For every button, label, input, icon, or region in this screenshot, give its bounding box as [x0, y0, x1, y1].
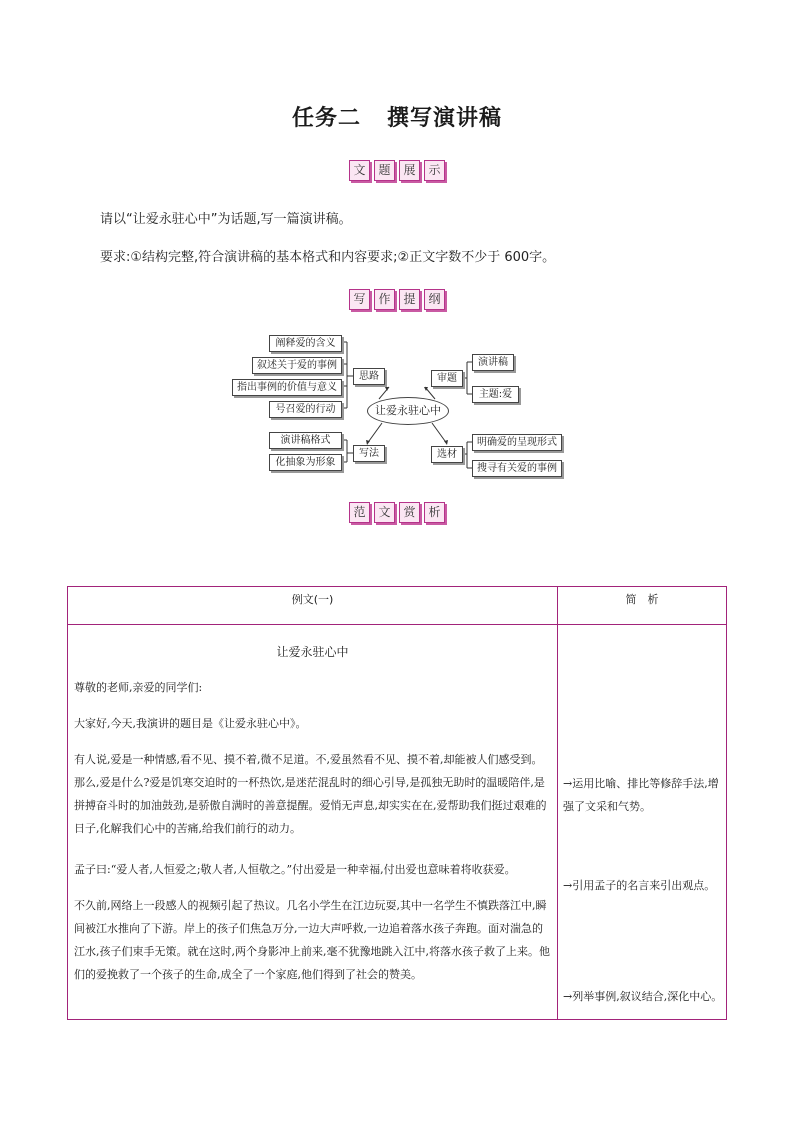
mindmap-hub-writing: 写法	[353, 445, 385, 462]
analysis-note: →引用孟子的名言来引出观点。	[563, 879, 716, 892]
analysis-note: →列举事例,叙议结合,深化中心。	[563, 990, 723, 1003]
essay-paragraph: 孟子曰:“爱人者,人恒爱之;敬人者,人恒敬之。”付出爱是一种幸福,付出爱也意味着将收获爱。	[74, 863, 516, 876]
mindmap-hub-review: 审题	[431, 370, 463, 387]
section-char: 范	[349, 502, 370, 523]
column-divider	[557, 587, 558, 1019]
header-example: 例文(一)	[291, 593, 334, 606]
page-title	[0, 101, 794, 132]
section-heading-outline	[0, 289, 794, 310]
mindmap-node: 号召爱的行动	[269, 401, 342, 418]
section-char: 文	[374, 502, 395, 523]
mindmap-center: 让爱永驻心中	[367, 397, 449, 425]
section-char: 写	[349, 289, 370, 310]
prompt-topic: 请以“让爱永驻心中”为话题,写一篇演讲稿。	[100, 212, 352, 227]
essay-paragraph: 有人说,爱是一种情感,看不见、摸不着,微不足道。不,爱虽然看不见、摸不着,却能被人们感受到。那么,爱是什么?爱是饥寒交迫时的一杯热饮,是迷茫混乱时的细心引导,是孤独无助时的温暖陪伴,是拼搏奋斗时的加油鼓劲,是骄傲自满时的善意提醒。爱悄无声息,却实实在在,爱帮助我们挺过艰难的日子,化解我们心中的苦痛,给我们前行的动力。	[74, 753, 547, 835]
section-char: 析	[424, 502, 445, 523]
section-char: 赏	[399, 502, 420, 523]
section-char: 示	[424, 160, 445, 181]
section-heading-appreciation	[0, 502, 794, 523]
essay-paragraph: 不久前,网络上一段感人的视频引起了热议。几名小学生在江边玩耍,其中一名学生不慎跌落江中,瞬间被江水推向了下游。岸上的孩子们焦急万分,一边大声呼救,一边追着落水孩子奔跑。面对湍急的江水,孩子们束手无策。就在这时,两个身影冲上前来,毫不犹豫地跳入江中,将落水孩子救了上来。他们的爱挽救了一个孩子的生命,成全了一个家庭,他们得到了社会的赞美。	[74, 899, 550, 981]
section-char: 展	[399, 160, 420, 181]
mindmap-node: 阐释爱的含义	[269, 335, 342, 352]
essay-paragraph: 大家好,今天,我演讲的题目是《让爱永驻心中》。	[74, 717, 307, 730]
analysis-note-text: →运用比喻、排比等修辞手法,增强了文采和气势。	[563, 777, 719, 813]
mindmap-node: 叙述关于爱的事例	[252, 357, 342, 374]
mindmap-hub-thinking: 思路	[353, 368, 385, 385]
mindmap-node: 化抽象为形象	[269, 454, 342, 471]
header-divider	[68, 624, 726, 625]
section-char: 纲	[424, 289, 445, 310]
mindmap-hub-material: 选材	[431, 446, 463, 463]
mindmap-node: 指出事例的价值与意义	[232, 379, 342, 396]
task-name: 撰写演讲稿	[387, 106, 503, 131]
mindmap-node: 主题:爱	[472, 386, 519, 403]
prompt-requirement: 要求:①结构完整,符合演讲稿的基本格式和内容要求;②正文字数不少于 600字。	[100, 250, 556, 265]
outline-mindmap	[227, 333, 567, 483]
analysis-note	[563, 772, 728, 818]
mindmap-node: 演讲稿格式	[269, 432, 342, 449]
section-char: 提	[399, 289, 420, 310]
mindmap-node: 搜寻有关爱的事例	[472, 460, 562, 477]
section-char: 题	[374, 160, 395, 181]
header-analysis: 简 析	[625, 593, 659, 606]
task-number: 任务二	[291, 106, 361, 131]
essay-title: 让爱永驻心中	[276, 645, 349, 659]
section-heading-display	[0, 160, 794, 181]
mindmap-node: 演讲稿	[472, 354, 514, 371]
essay-table	[67, 586, 727, 1020]
section-char: 作	[374, 289, 395, 310]
section-char: 文	[349, 160, 370, 181]
mindmap-node: 明确爱的呈现形式	[472, 434, 562, 451]
essay-paragraph: 尊敬的老师,亲爱的同学们:	[74, 681, 203, 694]
